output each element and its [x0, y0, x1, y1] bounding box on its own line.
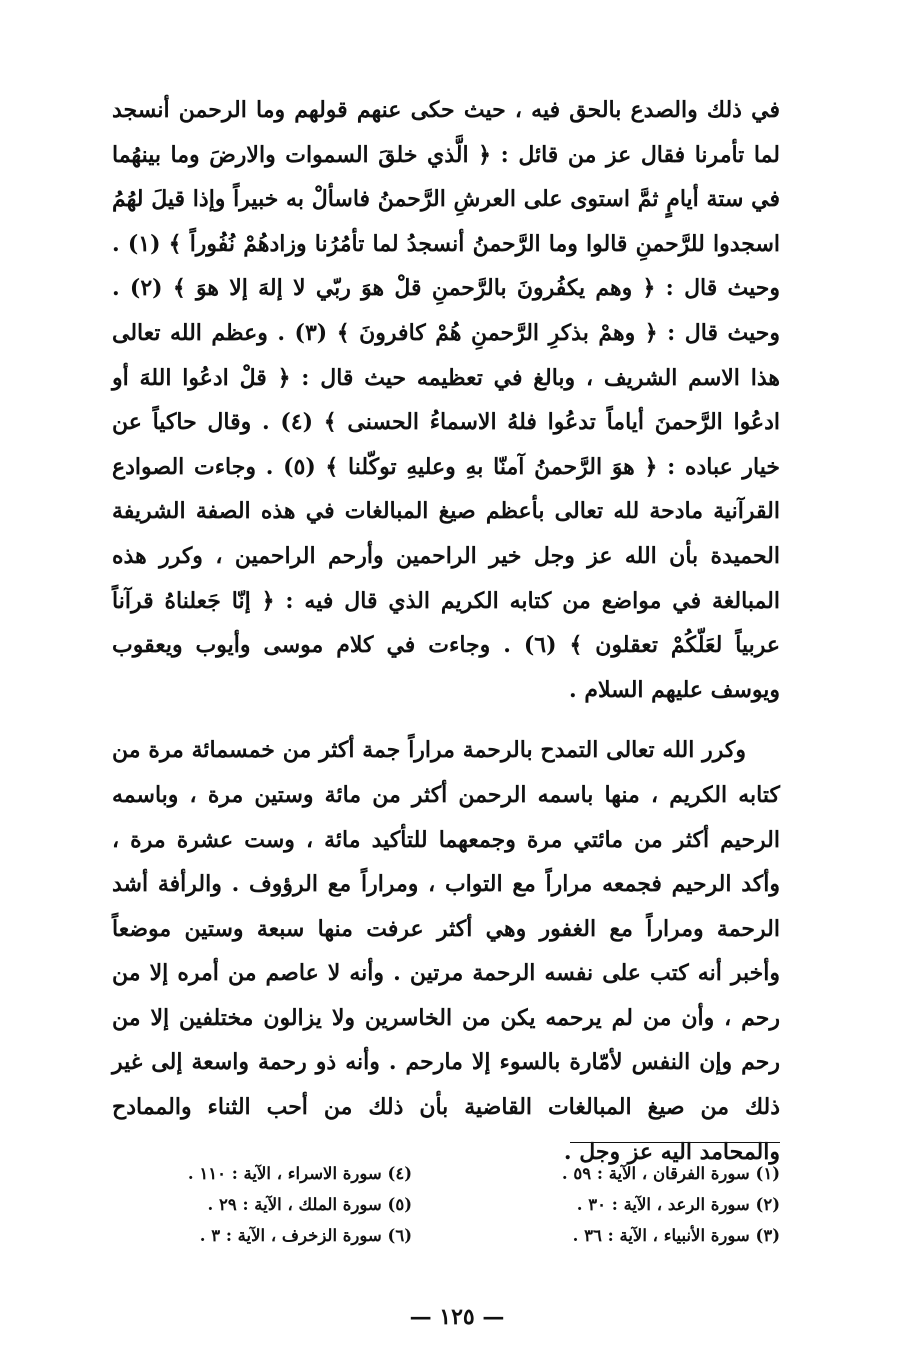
footnotes-left-column	[82, 1158, 412, 1251]
footnotes-right-column	[450, 1158, 780, 1251]
page-number: — ١٢٥ —	[409, 1304, 505, 1330]
paragraph-2: وكرر الله تعالى التمدح بالرحمة مراراً جمة أكثر من خمسمائة مرة من كتابه الكريم ، منها باسمه الرحمن أكثر من مائة وستين مرة ، وباسمه الرحيم أكثر من مائتي مرة وجمعهما للتأكيد مائة ، وست عشرة مرة ، وأكد الرحيم فجمعه مراراً مع التواب ، ومراراً مع الرؤوف . والرأفة أشد الرحمة ومراراً مع الغفور وهي أكثر عرفت منها سبعة وستين موضعاً وأخبر أنه كتب على نفسه الرحمة مرتين . وأنه لا عاصم من أمره إلا من رحم ، وأن من لم يرحمه يكن من الخاسرين ولا يزالون مختلفين إلا من رحم وإن النفس لأمّارة بالسوء إلا مارحم . وأنه ذو رحمة واسعة إلى غير ذلك من صيغ المبالغات القاضية بأن ذلك من أحب الثناء والممادح والمحامد اليه عز وجل .	[112, 737, 780, 1165]
footnote-2: (٢) سورة الرعد ، الآية : ٣٠ .	[576, 1195, 780, 1214]
footnote-1: (١) سورة الفرقان ، الآية : ٥٩ .	[561, 1164, 780, 1183]
footnote-6: (٦) سورة الزخرف ، الآية : ٣ .	[199, 1226, 412, 1245]
footnote-separator	[570, 1142, 780, 1143]
footnote-5: (٥) سورة الملك ، الآية : ٢٩ .	[207, 1195, 412, 1214]
paragraph-1: في ذلك والصدع بالحق فيه ، حيث حكى عنهم قولهم وما الرحمن أنسجد لما تأمرنا فقال عز من قائل : ﴿ الَّذي خلقَ السموات والارضَ وما بينهُما في ستة أيامٍ ثمَّ استوى على العرشِ الرَّحمنُ فاسألْ به خبيراً وإذا قيلَ لهُمُ اسجدوا للرَّحمنِ قالوا وما الرَّحمنُ أنسجدُ لما تأمُرُنا وزادهُمْ نُفُوراً ﴾ (١) . وحيث قال : ﴿ وهم يكفُرونَ بالرَّحمنِ قلْ هوَ ربّي لا إلهَ إلا هوَ ﴾ (٢) . وحيث قال : ﴿ وهمْ بذكرِ الرَّحمنِ هُمْ كافرونَ ﴾ (٣) . وعظم الله تعالى هذا الاسم الشريف ، وبالغ في تعظيمه حيث قال : ﴿ قلْ ادعُوا اللهَ أو ادعُوا الرَّحمنَ أياماً تدعُوا فلهُ الاسماءُ الحسنى ﴾ (٤) . وقال حاكياً عن خيار عباده : ﴿ هوَ الرَّحمنُ آمنّا بهِ وعليهِ توكّلنا ﴾ (٥) . وجاءت الصوادع القرآنية مادحة لله تعالى بأعظم صيغ المبالغات في هذه الصفة الشريفة الحميدة بأن الله عز وجل خير الراحمين وأرحم الراحمين ، وكرر هذه المبالغة في مواضع من كتابه الكريم الذي قال فيه : ﴿ إنّا جَعلناهُ قرآناً عربياً لعَلّكُمْ تعقلون ﴾ (٦) . وجاءت في كلام موسى وأيوب ويعقوب ويوسف عليهم السلام .	[112, 97, 781, 703]
footnote-4: (٤) سورة الاسراء ، الآية : ١١٠ .	[187, 1164, 412, 1183]
footnote-3: (٣) سورة الأنبياء ، الآية : ٣٦ .	[572, 1226, 780, 1245]
main-text	[112, 88, 780, 1174]
footnotes	[112, 1158, 780, 1258]
